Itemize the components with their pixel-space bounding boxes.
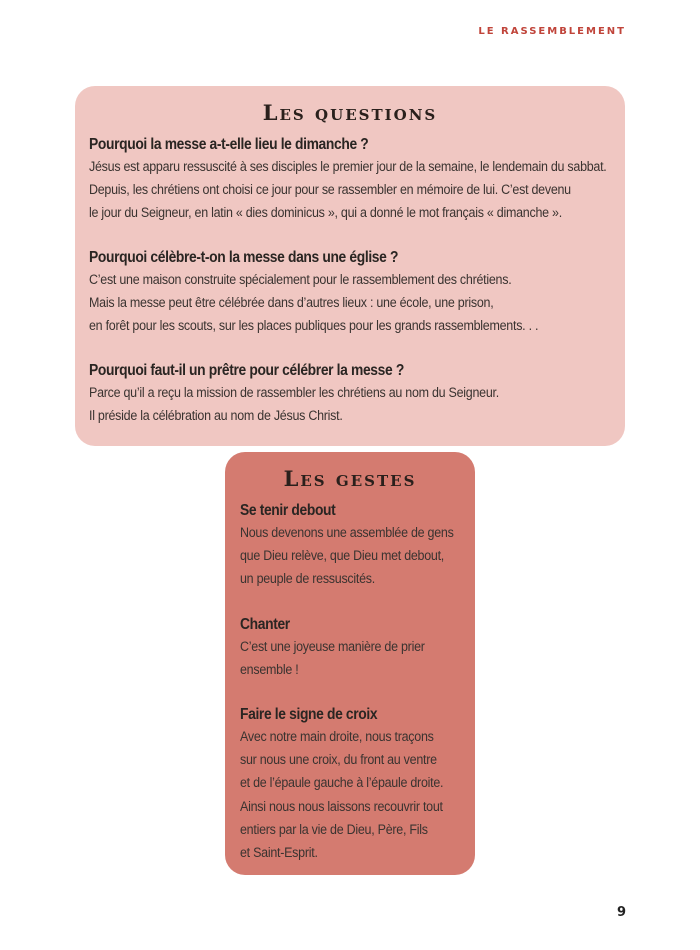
- running-head: LE RASSEMBLEMENT: [478, 26, 626, 37]
- answer-line: C’est une maison construite spécialement pour le rassemblement des chrétiens.: [89, 272, 512, 288]
- geste-item: [240, 704, 470, 865]
- answer-line: Parce qu’il a reçu la mission de rassembler les chrétiens au nom du Seigneur.: [89, 385, 499, 401]
- questions-box: [75, 86, 625, 446]
- geste-heading: Se tenir debout: [240, 502, 336, 519]
- question-heading: Pourquoi faut-il un prêtre pour célébrer la messe ?: [89, 362, 404, 379]
- answer-line: le jour du Seigneur, en latin « dies dominicus », qui a donné le mot français « dimanche ».: [89, 205, 562, 221]
- answer-line: Depuis, les chrétiens ont choisi ce jour pour se rassembler en mémoire de lui. C’est devenu: [89, 182, 571, 198]
- question-item: [89, 247, 619, 338]
- geste-line: un peuple de ressuscités.: [240, 571, 375, 588]
- geste-line: sur nous une croix, du front au ventre: [240, 752, 437, 769]
- geste-item: [240, 500, 470, 592]
- geste-line: entiers par la vie de Dieu, Père, Fils: [240, 821, 428, 838]
- geste-heading: Chanter: [240, 615, 290, 633]
- question-item: [89, 360, 619, 428]
- questions-title: Les questions: [262, 100, 438, 125]
- geste-line: Ainsi nous nous laissons recouvrir tout: [240, 798, 443, 815]
- geste-line: ensemble !: [240, 661, 299, 678]
- answer-line: en forêt pour les scouts, sur les places publiques pour les grands rassemblements. . .: [89, 318, 539, 334]
- question-item: [89, 134, 619, 225]
- answer-line: Il préside la célébration au nom de Jésus Christ.: [89, 408, 343, 424]
- geste-line: que Dieu relève, que Dieu met debout,: [240, 548, 445, 565]
- gestes-box: [225, 452, 475, 875]
- geste-line: C’est une joyeuse manière de prier: [240, 638, 425, 655]
- gestes-title: Les gestes: [283, 466, 417, 491]
- geste-line: Avec notre main droite, nous traçons: [240, 729, 434, 746]
- answer-line: Mais la messe peut être célébrée dans d’autres lieux : une école, une prison,: [89, 295, 494, 311]
- answer-line: Jésus est apparu ressuscité à ses disciples le premier jour de la semaine, le lendemain du sabbat.: [89, 159, 607, 175]
- geste-heading: Faire le signe de croix: [240, 706, 378, 724]
- geste-item: [240, 614, 470, 682]
- geste-line: et de l’épaule gauche à l’épaule droite.: [240, 775, 444, 792]
- gestes-list: [240, 500, 470, 887]
- questions-list: [89, 134, 619, 450]
- question-heading: Pourquoi la messe a-t-elle lieu le dimanche ?: [89, 136, 369, 153]
- geste-line: et Saint-Esprit.: [240, 845, 318, 862]
- geste-line: Nous devenons une assemblée de gens: [240, 525, 454, 541]
- question-heading: Pourquoi célèbre-t-on la messe dans une église ?: [89, 249, 399, 266]
- page-number: 9: [616, 905, 626, 920]
